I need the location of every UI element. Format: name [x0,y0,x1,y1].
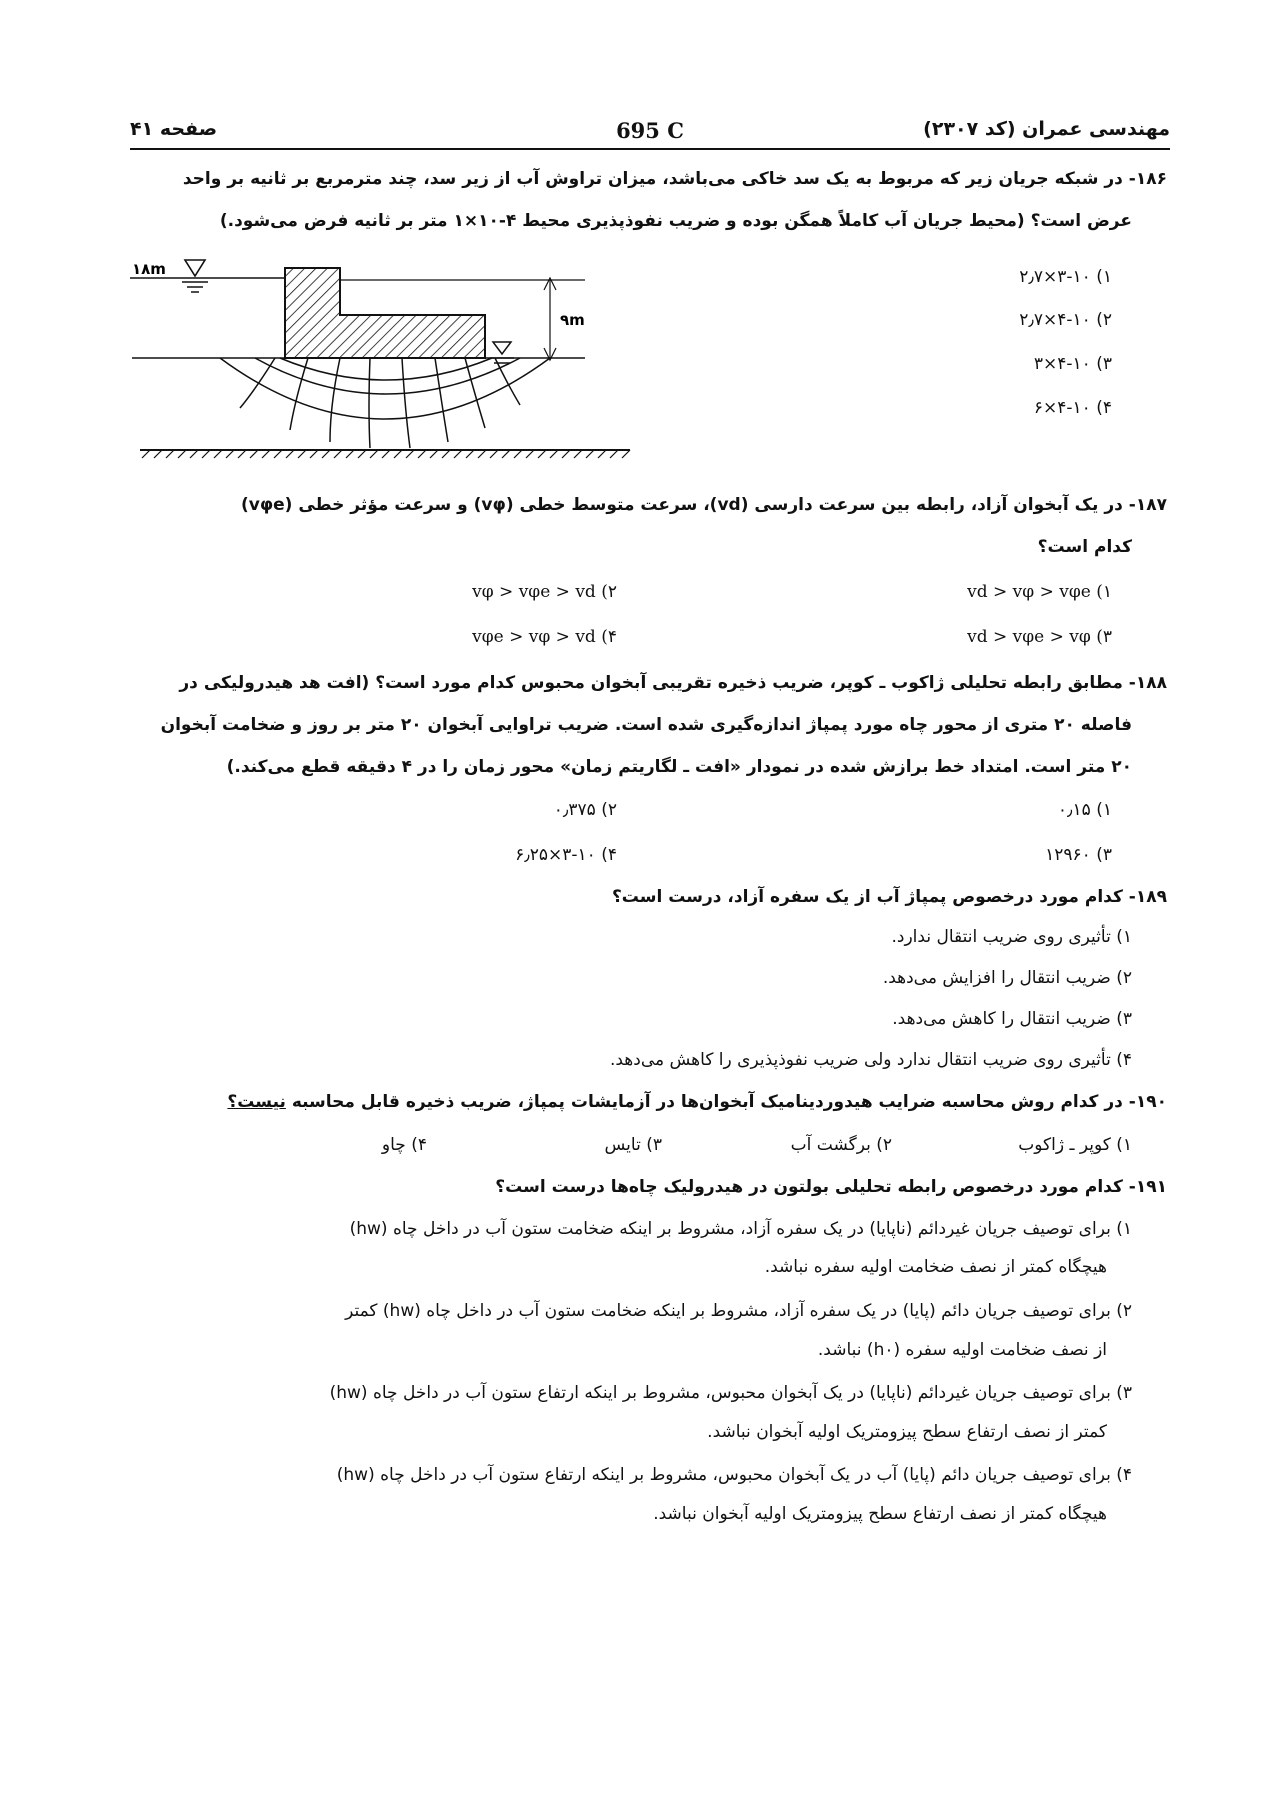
question-188-line3: ۲۰ متر است. امتداد خط برازش شده در نمودار «افت ـ لگاریتم زمان» محور زمان را در ۴ دقیقه قطع می‌کند.) [226,757,1132,777]
question-186-line2: عرض است؟ (محیط جریان آب کاملاً همگن بوده و ضریب نفوذپذیری محیط ۴-۱۰×۱ متر بر ثانیه فرض می‌شود.) [219,211,1132,231]
q186-option-3[interactable]: ۳) ۴-۱۰×۳ [1033,354,1112,374]
downstream-water-icon [493,342,511,354]
q190-option-1[interactable]: ۱) کوپر ـ ژاکوب [1018,1135,1132,1155]
q188-option-1[interactable]: ۱) ۰٫۱۵ [1057,800,1112,820]
question-187-line2: کدام است؟ [1037,537,1132,557]
subject-title: مهندسی عمران (کد ۲۳۰۷) [923,118,1170,140]
booklet-code: 695 C [616,118,684,143]
upstream-level-label: ۱۸m [132,260,166,278]
q189-option-1[interactable]: ۱) تأثیری روی ضریب انتقال ندارد. [891,927,1132,947]
question-number: ۱۸۶- [1128,169,1167,189]
q191-option-4[interactable]: ۴) برای توصیف جریان دائم (پایا) آب در یک آبخوان محبوس، مشروط بر اینکه ارتفاع ستون آب در داخل چاه (hw) [336,1465,1132,1485]
question-number: ۱۸۹- [1128,887,1167,907]
question-187-line1 [241,490,1167,520]
question-190-line1 [227,1087,1167,1117]
q186-option-2[interactable]: ۲) ۴-۱۰×۲٫۷ [1019,310,1112,330]
q189-option-4[interactable]: ۴) تأثیری روی ضریب انتقال ندارد ولی ضریب نفوذپذیری را کاهش می‌دهد. [609,1050,1132,1070]
q191-option-1-cont: هیچگاه کمتر از نصف ضخامت اولیه سفره نباشد. [764,1257,1107,1277]
question-191-line1 [495,1172,1167,1202]
q190-option-3[interactable]: ۳) تایس [604,1135,662,1155]
q191-option-2[interactable]: ۲) برای توصیف جریان دائم (پایا) در یک سفره آزاد، مشروط بر اینکه ضخامت ستون آب در داخل چاه (hw) کمتر [345,1301,1132,1321]
question-number: ۱۹۱- [1128,1177,1167,1197]
q189-option-3[interactable]: ۳) ضریب انتقال را کاهش می‌دهد. [892,1009,1132,1029]
q191-option-1[interactable]: ۱) برای توصیف جریان غیردائم (ناپایا) در یک سفره آزاد، مشروط بر اینکه ضخامت ستون آب در داخل چاه (hw) [349,1219,1132,1239]
question-text: در یک آبخوان آزاد، رابطه بین سرعت دارسی (vd)، سرعت متوسط خطی (vφ) و سرعت مؤثر خطی (vφe) [240,495,1123,515]
question-188-line1 [179,668,1167,698]
q188-option-2[interactable]: ۲) ۰٫۳۷۵ [553,800,617,820]
page-header [130,118,1170,150]
question-text: در کدام روش محاسبه ضرایب هیدوردینامیک آبخوان‌ها در آزمایشات پمپاژ، ضریب ذخیره قابل محاسبه [291,1092,1123,1112]
q189-option-2[interactable]: ۲) ضریب انتقال را افزایش می‌دهد. [882,968,1132,988]
question-text: در شبکه جریان زیر که مربوط به یک سد خاکی می‌باشد، میزان تراوش آب از زیر سد، چند مترمربع بر ثانیه بر واحد [182,169,1123,189]
q188-option-4[interactable]: ۴) ۳-۱۰×۶٫۲۵ [515,845,617,865]
q190-option-4[interactable]: ۴) چاو [381,1135,427,1155]
q188-option-3[interactable]: ۳) ۱۲۹۶۰ [1045,845,1112,865]
q191-option-2-cont: از نصف ضخامت اولیه سفره (h۰) نباشد. [817,1340,1107,1360]
question-text: مطابق رابطه تحلیلی ژاکوب ـ کوپر، ضریب ذخیره تقریبی آبخوان محبوس کدام مورد است؟ (افت هد هیدرولیکی در [179,673,1123,693]
q191-option-4-cont: هیچگاه کمتر از نصف ارتفاع سطح پیزومتریک اولیه آبخوان نباشد. [653,1504,1107,1524]
question-emphasis: نیست؟ [227,1092,286,1112]
page-number: صفحه ۴۱ [130,118,218,140]
q187-option-2[interactable]: ۲) vφ > vφe > vd [472,582,617,602]
question-text: کدام مورد درخصوص پمپاژ آب از یک سفره آزاد، درست است؟ [611,887,1123,907]
q191-option-3-cont: کمتر از نصف ارتفاع سطح پیزومتریک اولیه آبخوان نباشد. [707,1422,1107,1442]
q187-option-1[interactable]: ۱) vd > vφ > vφe [967,582,1112,602]
question-number: ۱۸۷- [1128,495,1167,515]
q190-option-2[interactable]: ۲) برگشت آب [790,1135,892,1155]
question-186-line1 [183,164,1167,194]
question-188-line2: فاصله ۲۰ متری از محور چاه مورد پمپاژ اندازه‌گیری شده است. ضریب تراوایی آبخوان ۲۰ متر بر روز و ضخامت آبخوان [160,715,1132,735]
q186-option-1[interactable]: ۱) ۳-۱۰×۲٫۷ [1019,267,1112,287]
q191-option-3[interactable]: ۳) برای توصیف جریان غیردائم (ناپایا) در یک آبخوان محبوس، مشروط بر اینکه ارتفاع ستون آب در داخل چاه (hw) [329,1383,1132,1403]
question-189-line1 [612,882,1167,912]
q186-option-4[interactable]: ۴) ۴-۱۰×۶ [1033,398,1112,418]
q187-option-4[interactable]: ۴) vφe > vφ > vd [472,627,617,647]
flow-net-diagram [130,250,650,460]
water-level-icon [185,260,205,276]
question-number: ۱۸۸- [1128,673,1167,693]
dam-body [285,268,485,358]
question-number: ۱۹۰- [1128,1092,1167,1112]
head-difference-label: ۹m [560,311,585,329]
q187-option-3[interactable]: ۳) vd > vφe > vφ [967,627,1112,647]
question-text: کدام مورد درخصوص رابطه تحلیلی بولتون در هیدرولیک چاه‌ها درست است؟ [495,1177,1123,1197]
